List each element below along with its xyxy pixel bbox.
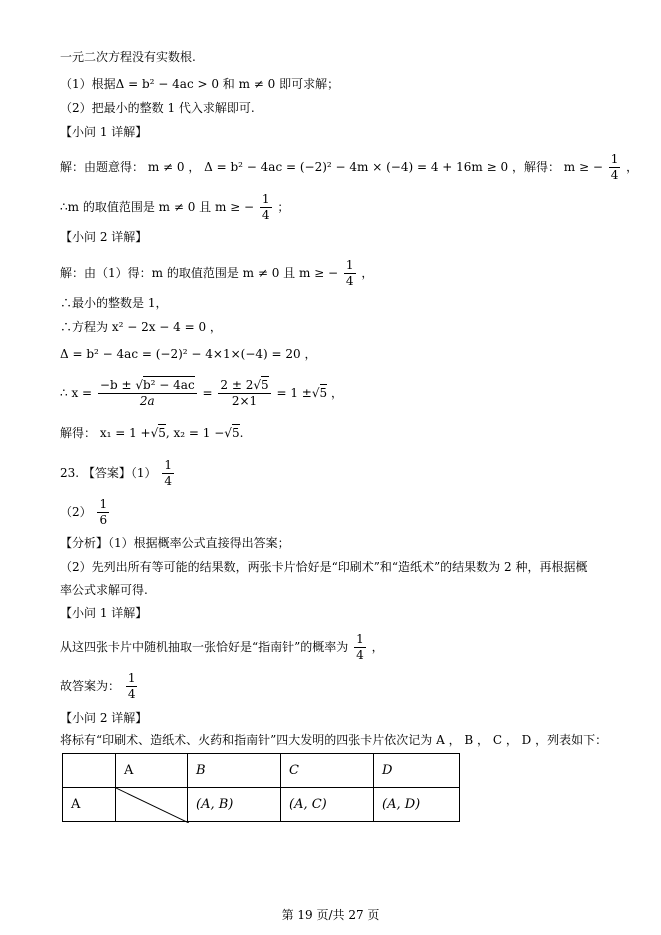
fraction	[218, 378, 270, 409]
solution-line	[60, 192, 289, 223]
punct: ，	[361, 266, 374, 280]
solution-text: 解：由题意得： m ≠ 0 ， Δ = b² − 4ac = (−2)² − 4m × (−4) = 4 + 16m ≥ 0 ，解得： m ≥ −	[60, 160, 603, 174]
numerator-text: 2 ± 2	[220, 378, 254, 392]
punct: .	[239, 426, 244, 440]
denominator: 4	[610, 168, 619, 182]
text-line: ∴最小的整数是 1，	[60, 296, 168, 310]
numerator: 1	[164, 458, 173, 472]
table-row	[63, 788, 460, 822]
roots-line: 解得： x₁ = 1 +√5, x₂ = 1 −√5.	[60, 426, 244, 440]
analysis-line: 【分析】（1）根据概率公式直接得出答案；	[60, 536, 290, 550]
section-heading: 【小问 2 详解】	[60, 230, 148, 244]
quadratic-formula: ∴ x = $\frac{\text{−b ± √b² − 4ac}}{2a}$ = $\frac{2 \pm 2√5}{2\times 1}$ = 1 ±√5 ，	[60, 378, 343, 408]
fraction	[609, 152, 621, 183]
numerator: −b ± √b² − 4ac	[99, 378, 195, 392]
text-line: 将标有“印刷术、造纸术、火药和指南针”四大发明的四张卡片依次记为 A ， B ， C ， D ，列表如下：	[60, 733, 608, 747]
answer-line	[60, 671, 139, 702]
numerator: 1	[345, 258, 354, 272]
formula-prefix: ∴ x =	[60, 386, 93, 400]
fraction	[260, 192, 272, 223]
equals-sign: =	[202, 386, 213, 400]
denominator: 2×1	[231, 394, 258, 408]
denominator: 4	[127, 687, 136, 701]
fraction	[97, 497, 109, 528]
page-footer: 第 19 页/共 27 页	[281, 908, 380, 922]
question-label: 23. 【答案】（1）	[60, 466, 157, 480]
punct: ，	[330, 386, 343, 400]
numerator: 2 ± 2√5	[220, 378, 269, 392]
roots-text: , x₂ = 1 −	[165, 426, 225, 440]
diagonal-line	[116, 788, 189, 823]
radicand: 5	[158, 426, 166, 440]
table-cell: A	[116, 754, 188, 788]
numerator: 1	[99, 497, 108, 511]
analysis-line: （2）先列出所有等可能的结果数，两张卡片恰好是“印刷术”和“造纸术”的结果数为 2 种，再根据概	[60, 560, 588, 574]
radicand: b² − 4ac	[143, 378, 195, 392]
equation-line: Δ = b² − 4ac = (−2)² − 4×1×(−4) = 20 ，	[60, 347, 317, 361]
numerator: 1	[356, 632, 364, 646]
radicand: 5	[319, 386, 328, 400]
table-cell: B	[188, 754, 281, 788]
denominator: 4	[261, 208, 270, 222]
table-cell: (A, D)	[374, 788, 460, 822]
diagonal-cell	[116, 788, 188, 822]
answer-label: 故答案为：	[60, 679, 121, 693]
radicand: 5	[231, 426, 240, 440]
roots-text: 解得： x₁ = 1 +	[60, 426, 151, 440]
text-line: （2）把最小的整数 1 代入求解即可.	[60, 101, 255, 115]
table-cell: D	[374, 754, 460, 788]
table-cell: (A, C)	[281, 788, 374, 822]
equation-line: ∴方程为 x² − 2x − 4 = 0 ，	[60, 320, 222, 334]
denominator: 4	[356, 648, 364, 662]
solution-line	[60, 152, 638, 183]
answer-23-part1	[60, 458, 176, 489]
probability-line	[60, 632, 384, 663]
probability-text: 从这四张卡片中随机抽取一张恰好是“指南针”的概率为	[60, 640, 349, 654]
analysis-line: 率公式求解可得.	[60, 583, 148, 597]
table-cell: C	[281, 754, 374, 788]
table-cell	[63, 754, 116, 788]
table-cell: (A, B)	[188, 788, 281, 822]
text-line: （1）根据Δ = b² − 4ac > 0 和 m ≠ 0 即可求解；	[60, 77, 340, 91]
denominator: 4	[345, 274, 354, 288]
fraction	[354, 632, 366, 663]
formula-tail: = 1 ±	[276, 386, 312, 400]
fraction	[162, 458, 174, 489]
table-header-row	[63, 754, 460, 788]
radicand: 5	[261, 378, 269, 392]
fraction	[98, 378, 197, 409]
section-heading: 【小问 2 详解】	[60, 711, 148, 725]
fraction	[126, 671, 138, 702]
solution-text: ∴m 的取值范围是 m ≠ 0 且 m ≥ −	[60, 200, 255, 214]
punct: ，	[626, 160, 639, 174]
section-heading: 【小问 1 详解】	[60, 606, 148, 620]
denominator: 6	[99, 513, 108, 527]
numerator: 1	[610, 152, 619, 166]
table-cell: A	[63, 788, 116, 822]
answer-23-part2	[60, 497, 111, 528]
punct: ，	[371, 640, 384, 654]
numerator: 1	[261, 192, 270, 206]
solution-line	[60, 258, 373, 289]
punct: ；	[277, 200, 290, 214]
section-heading: 【小问 1 详解】	[60, 125, 148, 139]
text-line: 一元二次方程没有实数根.	[60, 50, 196, 64]
numerator-text: −b ±	[99, 378, 132, 392]
fraction	[344, 258, 356, 289]
solution-text: 解：由（1）得：m 的取值范围是 m ≠ 0 且 m ≥ −	[60, 266, 339, 280]
part-label: （2）	[60, 505, 92, 519]
denominator: 4	[164, 474, 173, 488]
denominator: 2a	[139, 394, 155, 408]
numerator: 1	[127, 671, 136, 685]
outcome-table	[62, 753, 460, 822]
